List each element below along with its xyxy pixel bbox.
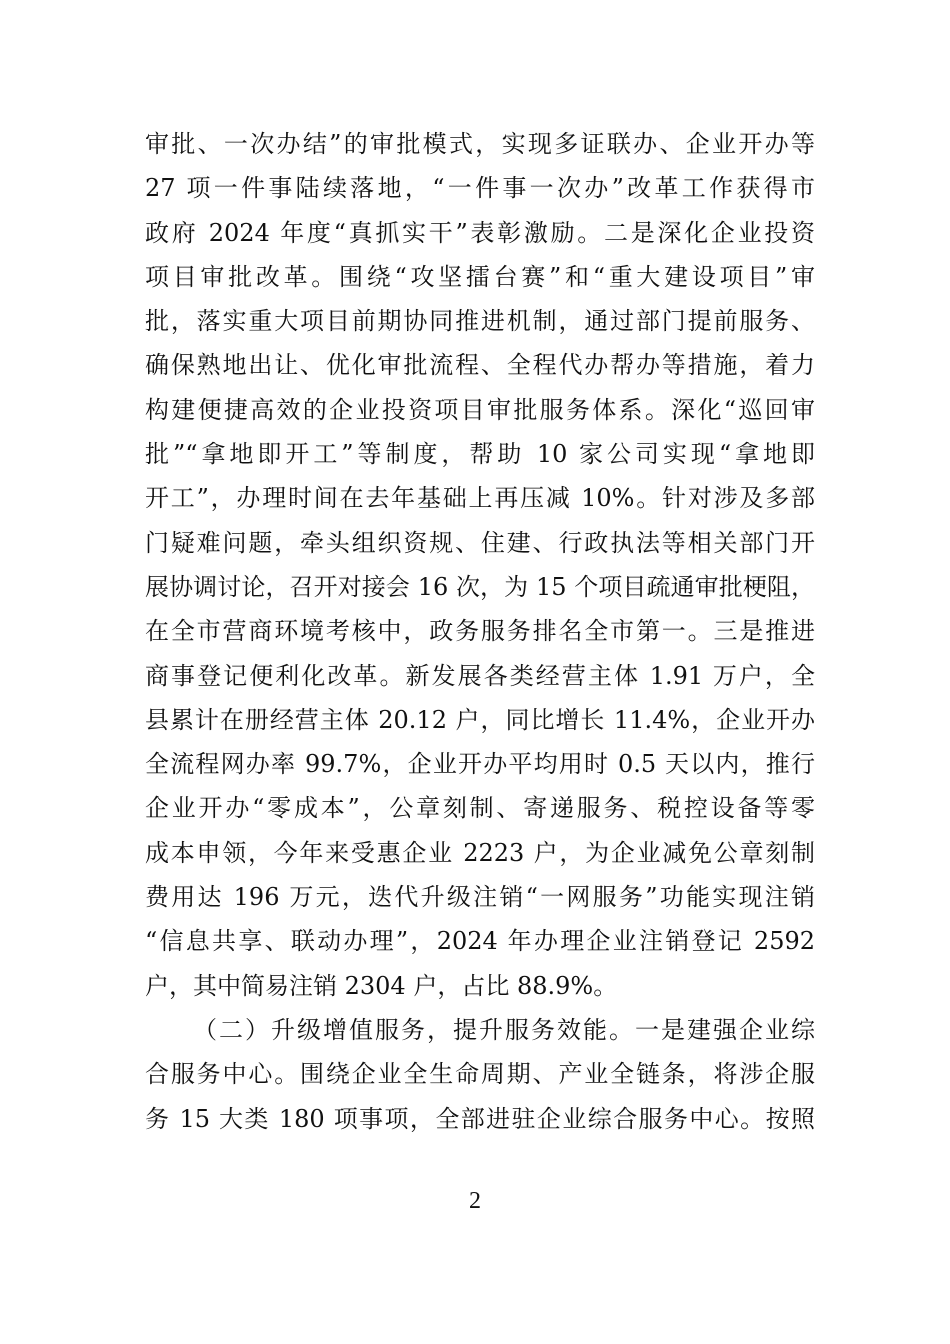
text-line: “信息共享、联动办理”，2024 年办理企业注销登记 2592	[145, 927, 815, 956]
text-line: 在全市营商环境考核中，政务服务排名全市第一。三是推进	[145, 617, 815, 646]
text-line: 确保熟地出让、优化审批流程、全程代办帮办等措施，着力	[145, 351, 815, 380]
text-line: 合服务中心。围绕企业全生命周期、产业全链条，将涉企服	[145, 1060, 815, 1089]
text-line: 商事登记便利化改革。新发展各类经营主体 1.91 万户，全	[145, 661, 815, 690]
text-line: 费用达 196 万元，迭代升级注销“一网服务”功能实现注销	[145, 883, 815, 912]
text-line: 门疑难问题，牵头组织资规、住建、行政执法等相关部门开	[145, 528, 815, 557]
text-line: 政府 2024 年度“真抓实干”表彰激励。二是深化企业投资	[145, 218, 815, 247]
paragraph-1	[145, 122, 815, 1008]
paragraph-2	[145, 1008, 815, 1141]
text-line: 审批、一次办结”的审批模式，实现多证联办、企业开办等	[145, 130, 815, 158]
text-line: 项目审批改革。围绕“攻坚擂台赛”和“重大建设项目”审	[145, 262, 815, 291]
page-number: 2	[469, 1188, 481, 1214]
text-line: 批，落实重大项目前期协同推进机制，通过部门提前服务、	[145, 307, 815, 336]
text-line: 全流程网办率 99.7%，企业开办平均用时 0.5 天以内，推行	[145, 750, 815, 779]
text-line: 成本申领，今年来受惠企业 2223 户，为企业减免公章刻制	[145, 838, 815, 867]
section-heading-line: （二）升级增值服务，提升服务效能。一是建强企业综	[193, 1015, 815, 1044]
text-line: 务 15 大类 180 项事项，全部进驻企业综合服务中心。按照	[145, 1104, 815, 1133]
text-line: 县累计在册经营主体 20.12 户，同比增长 11.4%，企业开办	[145, 705, 815, 734]
text-line: 户，其中简易注销 2304 户，占比 88.9%。	[145, 971, 618, 1000]
text-line: 企业开办“零成本”，公章刻制、寄递服务、税控设备等零	[145, 794, 815, 823]
text-line: 构建便捷高效的企业投资项目审批服务体系。深化“巡回审	[145, 395, 815, 424]
text-line: 27 项一件事陆续落地，“一件事一次办”改革工作获得市	[145, 174, 815, 203]
body-text	[145, 122, 815, 1141]
text-line: 开工”，办理时间在去年基础上再压减 10%。针对涉及多部	[145, 484, 815, 513]
text-line: 展协调讨论，召开对接会 16 次，为 15 个项目疏通审批梗阻，	[145, 572, 815, 601]
text-line: 批”“拿地即开工”等制度，帮助 10 家公司实现“拿地即	[145, 440, 815, 469]
